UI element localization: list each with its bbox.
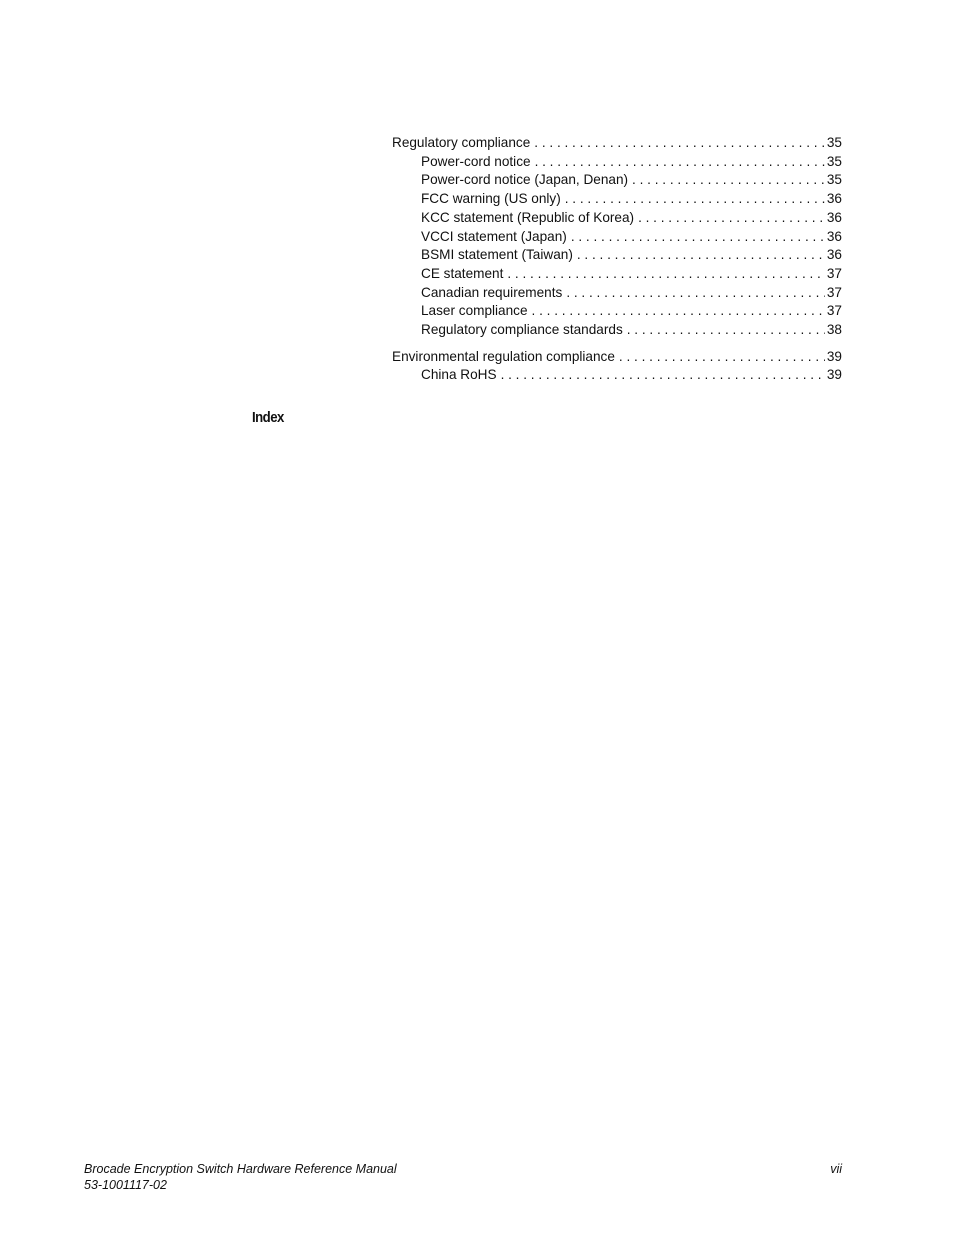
toc-dot-leader: [565, 190, 825, 209]
toc-entry-page: 36: [826, 228, 842, 244]
toc-dot-leader: [571, 228, 825, 247]
toc-entry-page: 35: [826, 135, 842, 150]
toc-entry-title: BSMI statement (Taiwan): [421, 247, 573, 263]
toc-entry-page: 37: [826, 265, 842, 281]
toc-entry[interactable]: [392, 321, 842, 340]
toc-entry-title: Power-cord notice: [421, 153, 531, 169]
toc-dot-leader: [501, 366, 825, 385]
toc-entry-title: China RoHS: [421, 367, 497, 383]
footer-document-info: [84, 1161, 397, 1193]
toc-entry[interactable]: [392, 302, 842, 321]
table-of-contents: [392, 134, 842, 393]
toc-entry-page: 36: [826, 191, 842, 207]
toc-dot-leader: [507, 265, 825, 284]
toc-entry-title: FCC warning (US only): [421, 191, 561, 207]
toc-entry-page: 39: [826, 348, 842, 364]
toc-entry-page: 36: [826, 209, 842, 225]
toc-entry-page: 38: [826, 322, 842, 338]
toc-entry-title: VCCI statement (Japan): [421, 228, 567, 244]
toc-entry-page: 36: [826, 247, 842, 263]
toc-entry-page: 37: [826, 284, 842, 300]
toc-entry-title: Canadian requirements: [421, 284, 563, 300]
toc-dot-leader: [535, 153, 825, 172]
toc-dot-leader: [627, 321, 825, 340]
footer-page-number: vii: [830, 1162, 842, 1176]
toc-entry-page: 39: [826, 367, 842, 383]
toc-dot-leader: [619, 348, 825, 367]
toc-entry[interactable]: [392, 366, 842, 385]
toc-entry[interactable]: [392, 190, 842, 209]
toc-entry-title: Environmental regulation compliance: [392, 348, 615, 364]
toc-entry[interactable]: [392, 209, 842, 228]
toc-entry-page: 35: [826, 172, 842, 188]
toc-dot-leader: [532, 302, 825, 321]
toc-entry[interactable]: [392, 348, 842, 367]
toc-dot-leader: [566, 284, 825, 303]
toc-entry[interactable]: [392, 228, 842, 247]
toc-entry[interactable]: [392, 284, 842, 303]
toc-entry[interactable]: [392, 134, 842, 153]
toc-entry[interactable]: [392, 153, 842, 172]
toc-entry-title: CE statement: [421, 265, 504, 281]
toc-entry-title: Regulatory compliance: [392, 135, 531, 150]
toc-dot-leader: [577, 246, 825, 265]
footer-doc-number: 53-1001117-02: [84, 1178, 167, 1192]
toc-entry-title: Laser compliance: [421, 303, 528, 319]
toc-group-regulatory: [392, 134, 842, 340]
toc-dot-leader: [632, 171, 825, 190]
index-heading[interactable]: Index: [252, 409, 284, 426]
footer-manual-title: Brocade Encryption Switch Hardware Reference Manual: [84, 1162, 397, 1176]
toc-entry[interactable]: [392, 246, 842, 265]
toc-entry-title: Power-cord notice (Japan, Denan): [421, 172, 629, 188]
toc-dot-leader: [638, 209, 825, 228]
toc-entry-page: 35: [826, 153, 842, 169]
toc-entry[interactable]: [392, 171, 842, 190]
toc-entry-page: 37: [826, 303, 842, 319]
toc-entry[interactable]: [392, 265, 842, 284]
toc-dot-leader: [534, 134, 825, 153]
toc-group-environmental: [392, 348, 842, 385]
toc-entry-title: KCC statement (Republic of Korea): [421, 209, 635, 225]
toc-entry-title: Regulatory compliance standards: [421, 322, 623, 338]
